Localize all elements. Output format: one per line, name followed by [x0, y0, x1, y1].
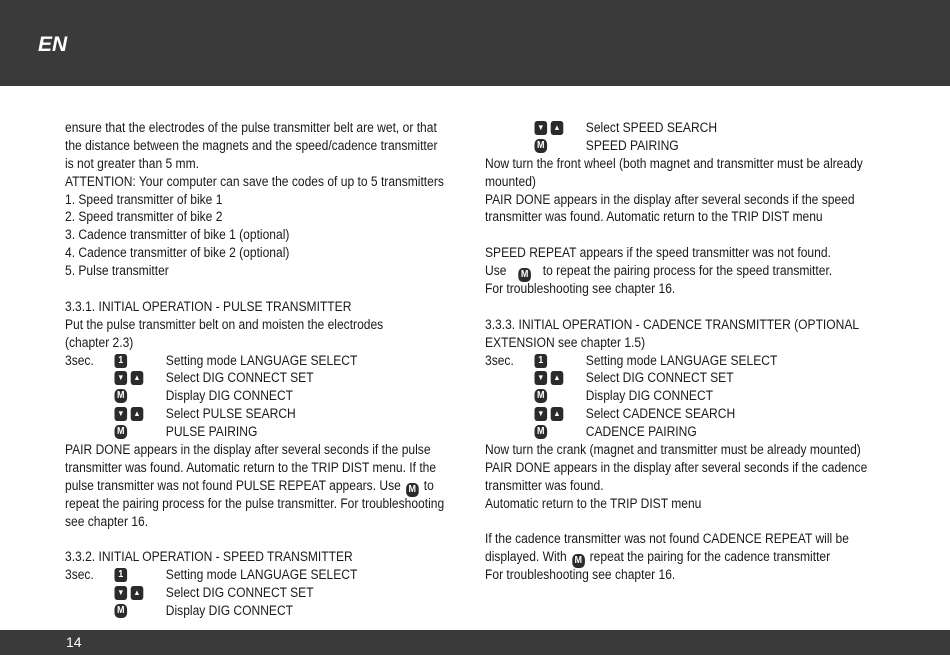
text-line: PAIR DONE appears in the display after several seconds if the speed — [485, 191, 855, 207]
down-arrow-icon: ▼ — [535, 371, 548, 385]
step-row — [65, 405, 461, 423]
step-row — [65, 602, 461, 620]
header-bar — [0, 0, 950, 86]
text-line: Now turn the crank (magnet and transmitter must be already mounted) — [485, 442, 861, 458]
list-item: 1. Speed transmitter of bike 1 — [65, 191, 223, 207]
text-line: ATTENTION: Your computer can save the codes of up to 5 transmitters — [65, 173, 444, 189]
text-line: see chapter 16. — [65, 513, 149, 529]
step-label: Select DIG CONNECT SET — [165, 370, 314, 386]
section-heading: 3.3.2. INITIAL OPERATION - SPEED TRANSMITTER — [65, 549, 353, 565]
language-label: EN — [38, 33, 68, 56]
mode-button-icon: M — [406, 483, 419, 497]
text-line: transmitter was found. — [485, 477, 604, 493]
step-row — [65, 387, 461, 405]
step-row — [65, 369, 461, 387]
step-label: PULSE PAIRING — [165, 424, 258, 440]
text-line: transmitter was found. Automatic return to the TRIP DIST menu. If the — [65, 459, 437, 475]
button-1-icon: 1 — [115, 354, 128, 368]
text-line: For troubleshooting see chapter 16. — [485, 281, 676, 297]
section-heading: EXTENSION see chapter 1.5) — [485, 334, 646, 350]
up-arrow-icon: ▲ — [131, 407, 144, 421]
step-row — [485, 137, 881, 155]
step-label: Select DIG CONNECT SET — [165, 585, 314, 601]
text-line: PAIR DONE appears in the display after several seconds if the cadence — [485, 459, 868, 475]
step-label: CADENCE PAIRING — [585, 424, 697, 440]
step-row — [65, 584, 461, 602]
list-item: 2. Speed transmitter of bike 2 — [65, 209, 223, 225]
step-label: Select CADENCE SEARCH — [585, 406, 736, 422]
mode-button-icon: M — [535, 389, 548, 403]
list-item: 4. Cadence transmitter of bike 2 (optional) — [65, 245, 290, 261]
step-label: SPEED PAIRING — [585, 137, 679, 153]
hold-time: 3sec. — [65, 352, 94, 368]
mode-button-icon: M — [115, 425, 128, 439]
step-label: Display DIG CONNECT — [165, 603, 294, 619]
step-label: Display DIG CONNECT — [165, 388, 294, 404]
down-arrow-icon: ▼ — [115, 586, 128, 600]
step-row — [485, 405, 881, 423]
down-arrow-icon: ▼ — [535, 407, 548, 421]
step-label: Setting mode LANGUAGE SELECT — [165, 567, 358, 583]
hold-time: 3sec. — [65, 567, 94, 583]
text-line: PAIR DONE appears in the display after several seconds if the pulse — [65, 442, 431, 458]
left-column — [65, 119, 461, 620]
mode-button-icon: M — [535, 425, 548, 439]
step-label: Setting mode LANGUAGE SELECT — [585, 352, 778, 368]
mode-button-icon: M — [115, 389, 128, 403]
text-line: Put the pulse transmitter belt on and moisten the electrodes — [65, 316, 384, 332]
button-1-icon: 1 — [115, 568, 128, 582]
step-label: Setting mode LANGUAGE SELECT — [165, 352, 358, 368]
up-arrow-icon: ▲ — [131, 586, 144, 600]
text-line: pulse transmitter was not found PULSE REPEAT appears. Use M to — [65, 477, 434, 495]
button-1-icon: 1 — [535, 354, 548, 368]
step-row — [485, 369, 881, 387]
text-line: Use M to repeat the pairing process for the speed transmitter. — [485, 263, 833, 281]
text-line: displayed. With M repeat the pairing for the cadence transmitter — [485, 549, 831, 567]
step-label: Select DIG CONNECT SET — [585, 370, 734, 386]
step-label: Display DIG CONNECT — [585, 388, 714, 404]
footer-bar — [0, 630, 950, 655]
list-item: 3. Cadence transmitter of bike 1 (optional) — [65, 227, 290, 243]
section-heading: 3.3.1. INITIAL OPERATION - PULSE TRANSMITTER — [65, 298, 352, 314]
text-line: (chapter 2.3) — [65, 334, 134, 350]
up-arrow-icon: ▲ — [551, 407, 564, 421]
mode-button-icon: M — [535, 139, 548, 153]
down-arrow-icon: ▼ — [115, 407, 128, 421]
up-arrow-icon: ▲ — [131, 371, 144, 385]
text-line: mounted) — [485, 173, 536, 189]
step-row — [65, 352, 461, 370]
text-line: transmitter was found. Automatic return to the TRIP DIST menu — [485, 209, 823, 225]
right-column — [485, 119, 881, 584]
text-line: SPEED REPEAT appears if the speed transmitter was not found. — [485, 245, 831, 261]
section-heading: 3.3.3. INITIAL OPERATION - CADENCE TRANSMITTER (OPTIONAL — [485, 316, 860, 332]
step-row — [485, 423, 881, 441]
mode-button-icon: M — [572, 554, 585, 568]
text-line: Automatic return to the TRIP DIST menu — [485, 495, 702, 511]
step-row — [485, 119, 881, 137]
text-line: Now turn the front wheel (both magnet and transmitter must be already — [485, 155, 863, 171]
text-line: is not greater than 5 mm. — [65, 155, 199, 171]
list-item: 5. Pulse transmitter — [65, 263, 169, 279]
text-line: repeat the pairing process for the pulse transmitter. For troubleshooting — [65, 495, 445, 511]
mode-button-icon: M — [518, 268, 531, 282]
hold-time: 3sec. — [485, 352, 514, 368]
down-arrow-icon: ▼ — [115, 371, 128, 385]
step-label: Select PULSE SEARCH — [165, 406, 296, 422]
up-arrow-icon: ▲ — [551, 371, 564, 385]
step-row — [485, 387, 881, 405]
up-arrow-icon: ▲ — [551, 121, 564, 135]
text-line: If the cadence transmitter was not found CADENCE REPEAT will be — [485, 531, 849, 547]
step-row — [65, 566, 461, 584]
step-label: Select SPEED SEARCH — [585, 120, 718, 135]
down-arrow-icon: ▼ — [535, 121, 548, 135]
mode-button-icon: M — [115, 604, 128, 618]
text-line: the distance between the magnets and the speed/cadence transmitter — [65, 137, 438, 153]
page-number: 14 — [66, 634, 82, 650]
step-row — [485, 352, 881, 370]
text-line: ensure that the electrodes of the pulse transmitter belt are wet, or that — [65, 120, 437, 135]
text-line: For troubleshooting see chapter 16. — [485, 567, 676, 583]
step-row — [65, 423, 461, 441]
